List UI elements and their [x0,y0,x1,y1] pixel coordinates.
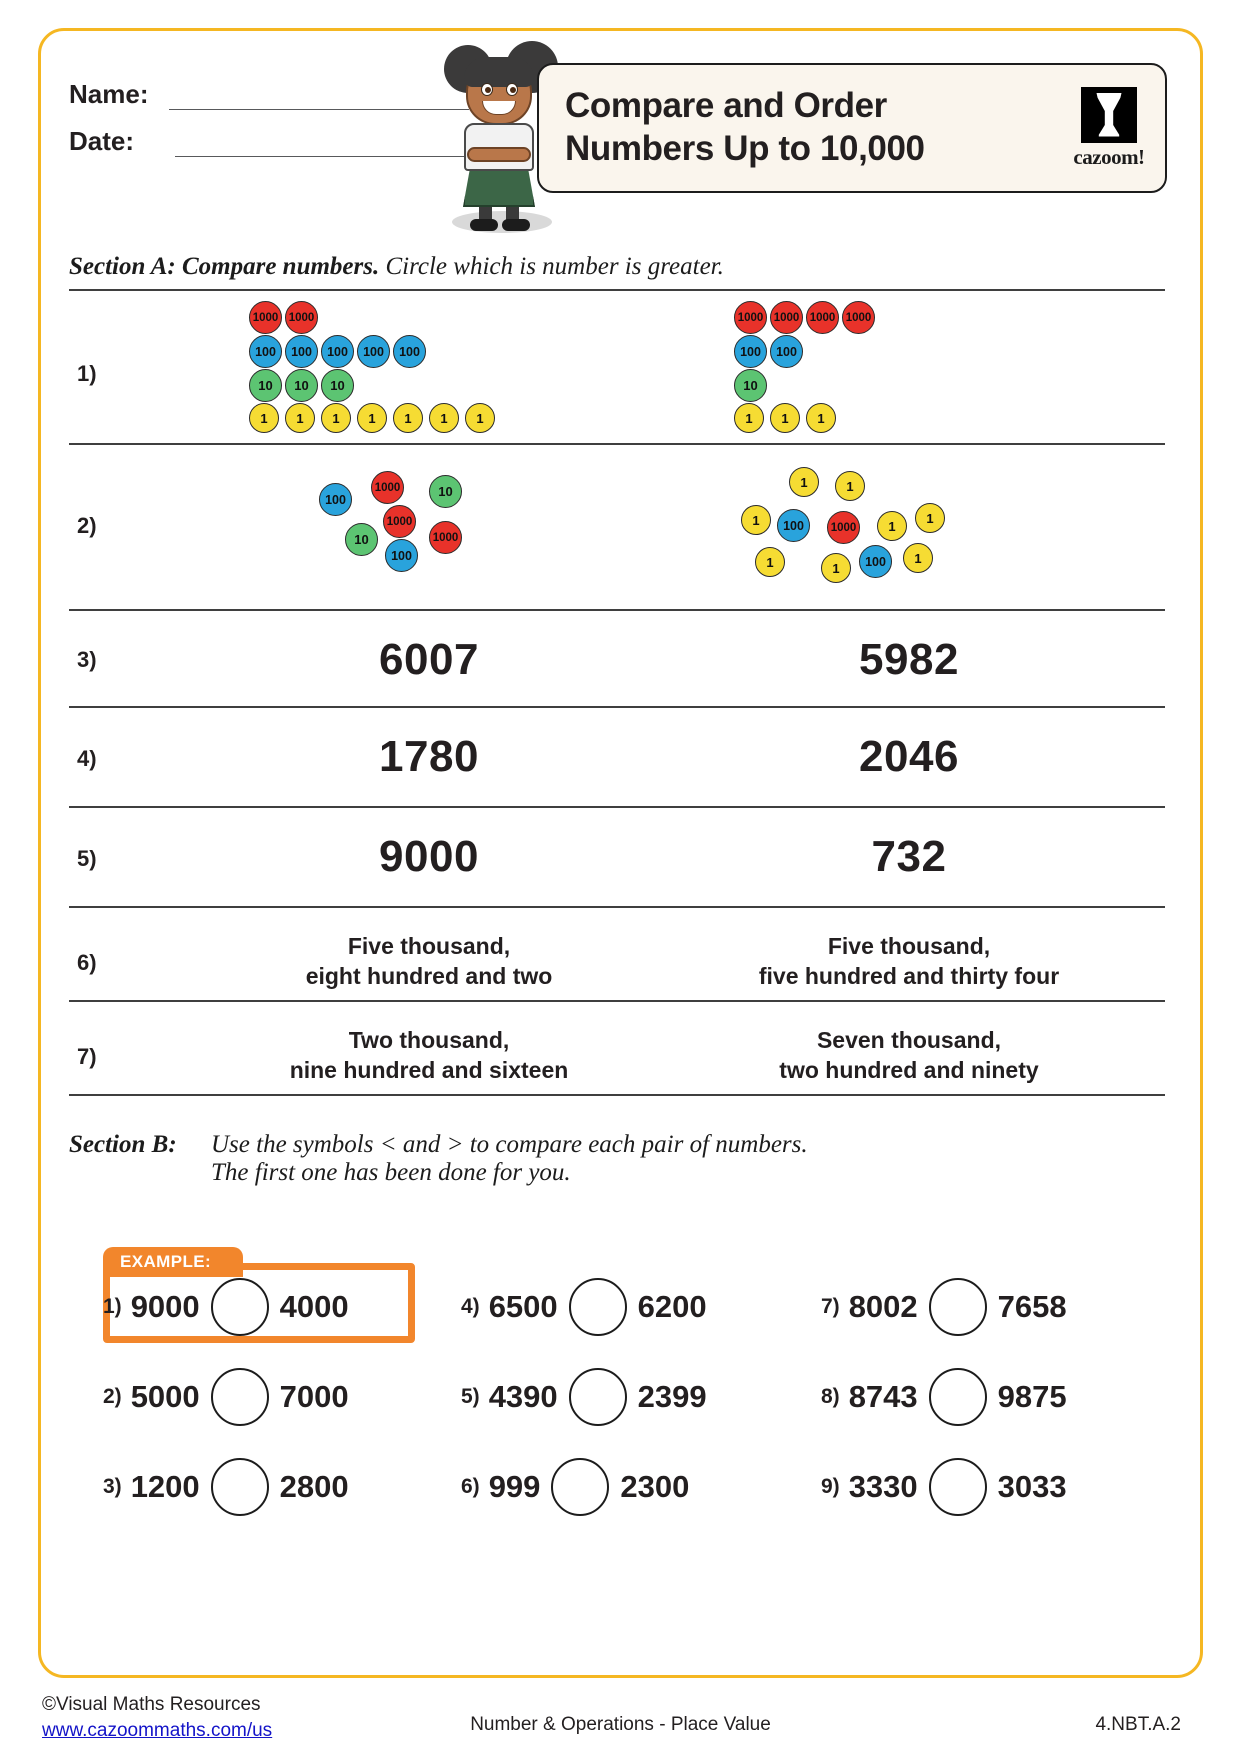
item-number: 7) [821,1295,840,1318]
answer-circle[interactable] [211,1368,269,1426]
answer-circle[interactable] [929,1368,987,1426]
item-right-value: 4000 [279,1289,349,1324]
place-value-counter-1: 1 [770,403,800,433]
page-title [565,85,1065,170]
place-value-counter-1000: 1000 [285,301,318,334]
place-value-counter-1: 1 [806,403,836,433]
place-value-counter-100: 100 [319,483,352,516]
section-b-label: Section B: [69,1131,177,1158]
footer-copyright: ©Visual Maths Resources [42,1694,261,1715]
answer-circle[interactable] [929,1458,987,1516]
question-number: 6) [77,950,97,975]
date-row [69,126,469,157]
place-value-counter-1: 1 [877,511,907,541]
item-right-value: 2800 [279,1469,349,1504]
compare-pair-8 [821,1368,1067,1426]
section-b-instruction-line-1: Use the symbols < and > to compare each pair of numbers. [211,1131,808,1158]
place-value-counter-1: 1 [789,467,819,497]
section-a-heading [69,253,1169,281]
place-value-counter-1: 1 [321,403,351,433]
section-b-instruction-line-2: The first one has been done for you. [211,1159,571,1186]
q4-value-right[interactable]: 2046 [859,732,959,781]
example-tag: EXAMPLE: [103,1247,243,1277]
divider [69,706,1165,708]
item-number: 8) [821,1385,840,1408]
item-number: 1) [103,1295,122,1318]
place-value-counter-10: 10 [249,369,282,402]
place-value-counter-10: 10 [734,369,767,402]
question-number: 7) [77,1044,97,1069]
place-value-counter-100: 100 [770,335,803,368]
compare-pair-9 [821,1458,1067,1516]
item-right-value: 3033 [997,1469,1067,1504]
item-right-value: 9875 [997,1379,1067,1414]
place-value-counter-1: 1 [821,553,851,583]
answer-circle[interactable] [569,1368,627,1426]
question-row-7 [69,1004,1165,1094]
q6-words-left-line1[interactable]: Five thousand, [347,933,511,959]
q7-words-right-line1[interactable]: Seven thousand, [816,1027,1002,1053]
question-number: 5) [77,846,97,871]
question-number: 4) [77,746,97,771]
place-value-counter-100: 100 [859,545,892,578]
question-number: 3) [77,647,97,672]
item-number: 2) [103,1385,122,1408]
place-value-counter-1: 1 [903,543,933,573]
item-left-value: 3330 [848,1469,918,1504]
item-left-value: 6500 [488,1289,558,1324]
divider [69,1094,1165,1096]
q4-value-left[interactable]: 1780 [379,732,479,781]
answer-circle[interactable] [929,1278,987,1336]
question-row-2 [69,447,1165,599]
q7-words-left-line2[interactable]: nine hundred and sixteen [289,1056,569,1083]
place-value-counter-10: 10 [429,475,462,508]
worksheet-header [41,31,1200,246]
section-a-instruction: Circle which is number is greater. [385,253,724,280]
place-value-counter-1: 1 [741,505,771,535]
compare-pair-5 [461,1368,707,1426]
question-row-6 [69,910,1165,1000]
answer-circle[interactable] [211,1278,269,1336]
place-value-counter-1: 1 [734,403,764,433]
section-b-heading [69,1131,1169,1187]
item-left-value: 4390 [488,1379,558,1414]
divider [69,609,1165,611]
date-label: Date: [69,126,135,156]
name-row [69,79,469,110]
question-row-1 [69,293,1165,445]
item-number: 5) [461,1385,480,1408]
place-value-counter-1000: 1000 [429,521,462,554]
item-right-value: 7658 [997,1289,1067,1324]
divider [69,443,1165,445]
q1-counters-left[interactable] [249,301,579,441]
place-value-counter-1000: 1000 [842,301,875,334]
place-value-counter-1: 1 [755,547,785,577]
item-number: 4) [461,1295,480,1318]
item-number: 9) [821,1475,840,1498]
question-row-3 [69,613,1165,706]
place-value-counter-100: 100 [285,335,318,368]
q1-counters-right[interactable] [734,301,1064,441]
place-value-counter-10: 10 [321,369,354,402]
place-value-counter-10: 10 [285,369,318,402]
date-input-line[interactable] [175,131,469,157]
place-value-counter-1: 1 [429,403,459,433]
divider [69,806,1165,808]
place-value-counter-1000: 1000 [770,301,803,334]
item-left-value: 9000 [130,1289,200,1324]
item-left-value: 999 [488,1469,541,1504]
footer-website-link[interactable]: www.cazoommaths.com/us [42,1719,273,1741]
place-value-counter-1000: 1000 [249,301,282,334]
name-date-block [69,79,469,173]
place-value-counter-100: 100 [385,539,418,572]
place-value-counter-1000: 1000 [806,301,839,334]
place-value-counter-1000: 1000 [383,505,416,538]
item-right-value: 7000 [279,1379,349,1414]
page-title-line-1: Compare and Order [565,86,887,126]
item-right-value: 6200 [637,1289,707,1324]
cazoom-logo-icon [1081,87,1137,143]
divider [69,1000,1165,1002]
place-value-counter-1: 1 [285,403,315,433]
q7-words-left-line1[interactable]: Two thousand, [348,1027,510,1053]
question-number: 1) [77,361,97,386]
divider [69,289,1165,291]
place-value-counter-100: 100 [393,335,426,368]
place-value-counter-100: 100 [734,335,767,368]
place-value-counter-100: 100 [777,509,810,542]
item-right-value: 2399 [637,1379,707,1414]
place-value-counter-1: 1 [357,403,387,433]
item-left-value: 8743 [848,1379,918,1414]
q3-value-left[interactable]: 6007 [379,635,479,684]
place-value-counter-100: 100 [357,335,390,368]
title-box [537,63,1167,193]
page-title-line-2: Numbers Up to 10,000 [565,129,925,168]
place-value-counter-1: 1 [915,503,945,533]
place-value-counter-10: 10 [345,523,378,556]
item-left-value: 5000 [130,1379,200,1414]
footer-standard-code: 4.NBT.A.2 [1095,1714,1181,1735]
q5-value-left[interactable]: 9000 [379,832,479,881]
place-value-counter-1000: 1000 [827,511,860,544]
cazoom-logo [1069,87,1149,170]
q2-counters-left[interactable] [299,461,589,591]
item-right-value: 2300 [620,1469,690,1504]
q5-value-right[interactable]: 732 [871,832,947,881]
place-value-counter-100: 100 [249,335,282,368]
name-label: Name: [69,79,149,109]
answer-circle[interactable] [211,1458,269,1516]
item-left-value: 8002 [848,1289,918,1324]
place-value-counter-1000: 1000 [734,301,767,334]
place-value-counter-1: 1 [393,403,423,433]
footer-topic: Number & Operations - Place Value [470,1714,771,1735]
q7-words-right-line2[interactable]: two hundred and ninety [779,1056,1039,1083]
item-number: 3) [103,1475,122,1498]
name-input-line[interactable] [169,84,469,110]
q6-words-right-line2[interactable]: five hundred and thirty four [758,962,1060,989]
item-number: 6) [461,1475,480,1498]
answer-circle[interactable] [569,1278,627,1336]
place-value-counter-1: 1 [465,403,495,433]
compare-pair-3 [103,1458,349,1516]
question-row-4 [69,710,1165,806]
place-value-counter-1: 1 [249,403,279,433]
compare-pair-4 [461,1278,707,1336]
place-value-counter-100: 100 [321,335,354,368]
cazoom-logo-text: cazoom! [1073,144,1145,169]
q3-value-right[interactable]: 5982 [859,635,959,684]
compare-pair-6 [461,1458,689,1516]
worksheet-page [38,28,1203,1678]
question-number: 2) [77,513,97,538]
section-a-label: Section A: Compare numbers. [69,253,380,280]
q6-words-right-line1[interactable]: Five thousand, [827,933,991,959]
compare-pair-1 [103,1278,349,1336]
place-value-counter-1000: 1000 [371,471,404,504]
question-row-5 [69,810,1165,906]
divider [69,906,1165,908]
answer-circle[interactable] [551,1458,609,1516]
item-left-value: 1200 [130,1469,200,1504]
q6-words-left-line2[interactable]: eight hundred and two [305,962,553,989]
place-value-counter-1: 1 [835,471,865,501]
compare-pair-2 [103,1368,349,1426]
compare-pair-7 [821,1278,1067,1336]
q2-counters-right[interactable] [729,461,1059,591]
